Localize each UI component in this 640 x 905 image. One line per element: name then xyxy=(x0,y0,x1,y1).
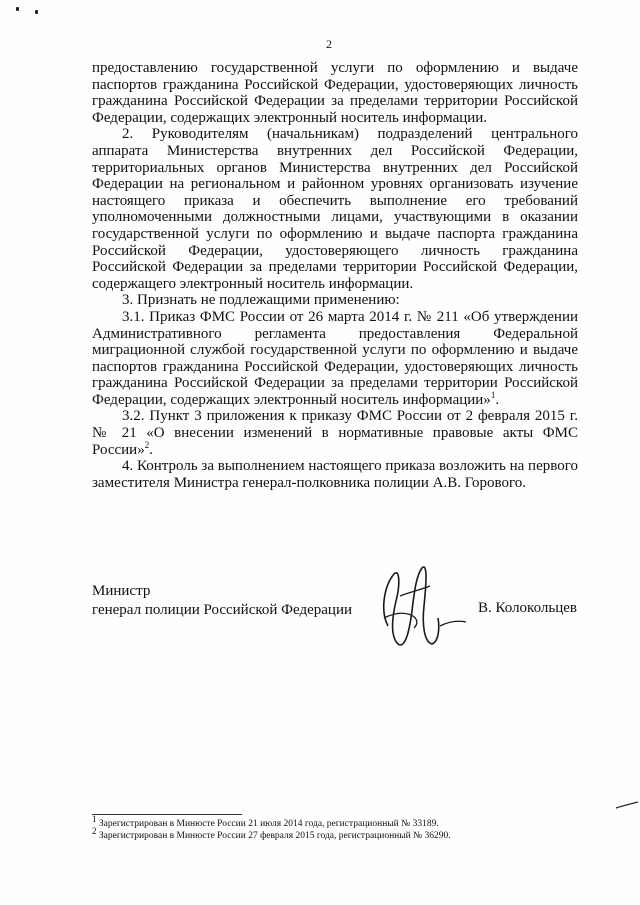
footnote: $^2$ Зарегистрирован в Минюсте России 27 февраля 2015 года, регистрационный № 36290. xyxy=(92,825,451,841)
paragraph-item-3: 3. Признать не подлежащими применению: xyxy=(122,292,400,309)
handwritten-signature xyxy=(370,556,470,656)
paragraph-item-4: 4. Контроль за выполнением настоящего приказа возложить на первого заместителя Министра генерал-полковника полиции А.В. Горового. xyxy=(92,458,578,491)
scan-edge-mark xyxy=(614,800,638,810)
footnotes xyxy=(92,813,451,842)
footnote-ref: 2 xyxy=(144,439,150,450)
footnote: $^1$ Зарегистрирован в Минюсте России 21 июля 2014 года, регистрационный № 33189. xyxy=(92,813,439,829)
document-body xyxy=(92,60,578,491)
page-number: 2 xyxy=(326,37,332,51)
footnote-separator xyxy=(92,814,242,815)
signatory-title-line: генерал полиции Российской Федерации xyxy=(92,602,353,618)
paragraph-item-3-1: 3.1. Приказ ФМС России от 26 марта 2014 г. № 211 «Об утверждении Административного регламента предоставления Федеральной миграционной службой государственной услуги по оформлению и выдаче паспортов гражданина Российской Федерации, удостоверяющих личность гражданина Российской Федерации за пределами территории Российской Федерации, содержащих электронный носитель информации»$^1$. xyxy=(92,308,578,408)
scan-mark xyxy=(35,10,38,14)
paragraph-continuation: предоставлению государственной услуги по оформлению и выдаче паспортов гражданина Российской Федерации, удостоверяющих личность гражданина Российской Федерации за пределами территории Российской Федерации, содержащих электронный носитель информации. xyxy=(92,60,578,126)
footnote-ref: 1 xyxy=(490,389,496,400)
scan-mark xyxy=(16,7,19,11)
paragraph-item-2: 2. Руководителям (начальникам) подразделений центрального аппарата Министерства внутренних дел Российской Федерации, территориальных органов Министерства внутренних дел Российской Федерации на региональном и районном уровнях организовать изучение настоящего приказа и обеспечить выполнение его требований уполномоченными должностными лицами, участвующими в оказании государственной услуги по оформлению и выдаче паспорта гражданина Российской Федерации, удостоверяющего личность гражданина Российской Федерации за пределами территории Российской Федерации, содержащего электронный носитель информации. xyxy=(92,126,578,292)
signatory-title-line: Министр xyxy=(92,583,151,599)
paragraph-item-3-2: 3.2. Пункт 3 приложения к приказу ФМС России от 2 февраля 2015 г. № 21 «О внесении изменений в нормативные правовые акты ФМС России»$^2$. xyxy=(92,408,578,458)
signatory-title xyxy=(92,582,352,620)
signatory-name: В. Колокольцев xyxy=(478,600,577,616)
